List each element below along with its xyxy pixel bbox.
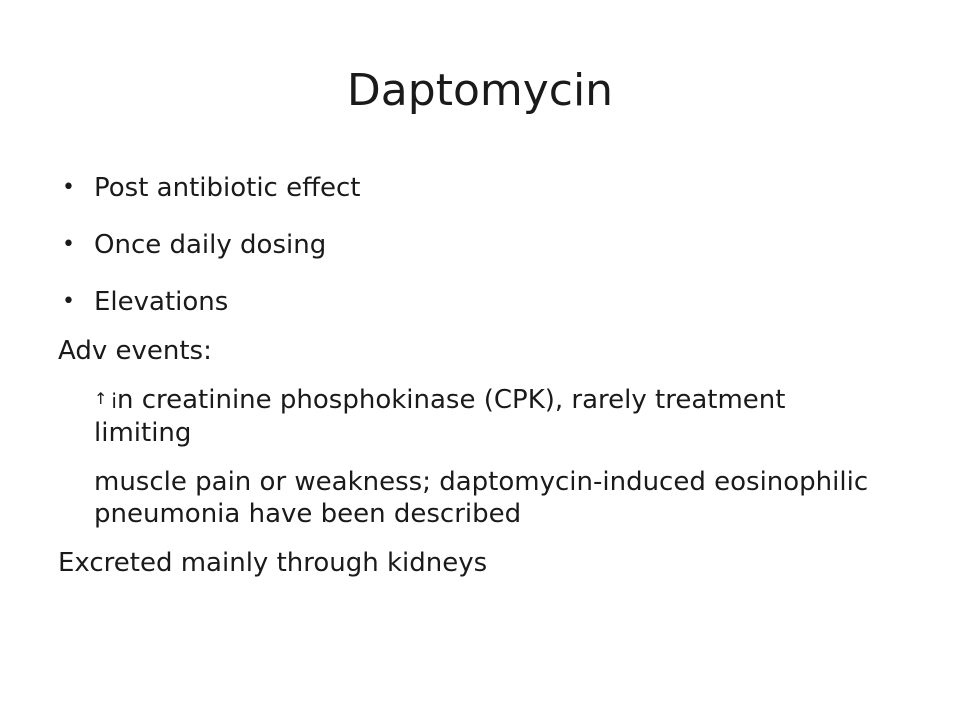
adv-event-cpk-prefix: i (111, 389, 117, 413)
bullet-item-once-daily-dosing (58, 229, 918, 261)
adv-event-muscle-text: muscle pain or weakness; daptomycin-induced eosinophilic pneumonia have been described (94, 467, 869, 529)
bullet-item-elevations (58, 286, 918, 318)
bullet-text: Elevations (94, 287, 229, 317)
bullet-text: Once daily dosing (94, 230, 327, 260)
adv-event-muscle (58, 466, 884, 530)
bullet-dot-icon: • (62, 289, 75, 314)
bullet-item-post-antibiotic-effect (58, 172, 918, 204)
slide-title: Daptomycin (346, 65, 614, 116)
adv-events-heading: Adv events: (58, 336, 212, 366)
adv-event-cpk-text: n creatinine phosphokinase (CPK), rarely treatment limiting (94, 385, 786, 448)
bullet-text: Post antibiotic effect (94, 173, 361, 203)
adv-event-cpk (58, 384, 884, 449)
excretion-line: Excreted mainly through kidneys (58, 548, 488, 578)
slide-body (58, 172, 918, 596)
bullet-dot-icon: • (62, 232, 75, 257)
bullet-dot-icon: • (62, 175, 75, 200)
up-arrow-icon: ↑ (94, 388, 108, 408)
